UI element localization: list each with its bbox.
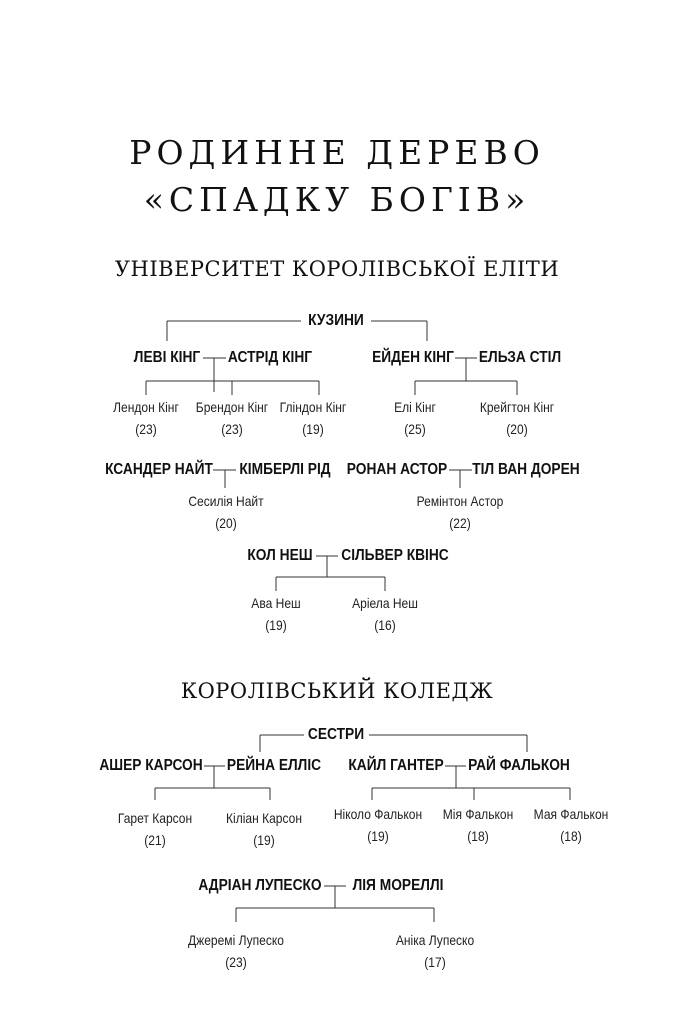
child-name: Брендон Кінг — [195, 399, 269, 415]
child-age: (19) — [253, 832, 275, 848]
child-age: (23) — [221, 421, 243, 437]
partner-name: КСАНДЕР НАЙТ — [105, 461, 213, 478]
child-age: (19) — [302, 421, 324, 437]
child-name: Елі Кінг — [394, 399, 436, 415]
child-name: Аріела Неш — [352, 595, 418, 611]
partner-name: ТІЛ ВАН ДОРЕН — [472, 461, 580, 478]
child-age: (22) — [449, 515, 471, 531]
partner-name: ЛЕВІ КІНГ — [133, 349, 201, 366]
partner-name: КАЙЛ ГАНТЕР — [348, 757, 444, 774]
child-age: (21) — [144, 832, 166, 848]
child-age: (18) — [467, 828, 489, 844]
child-age: (23) — [135, 421, 157, 437]
partner-name: ЛІЯ МОРЕЛЛІ — [352, 877, 444, 894]
partner-name: РАЙ ФАЛЬКОН — [468, 757, 570, 774]
partner-name: АСТРІД КІНГ — [227, 349, 313, 366]
partner-name: РОНАН АСТОР — [346, 461, 448, 478]
child-name: Аніка Лупеско — [395, 932, 475, 948]
relation-label-cousins: КУЗИНИ — [308, 312, 364, 329]
child-name: Лендон Кінг — [113, 399, 179, 415]
partner-name: АДРІАН ЛУПЕСКО — [198, 877, 322, 894]
child-age: (20) — [506, 421, 528, 437]
child-name: Джеремі Лупеско — [188, 932, 284, 948]
section-heading-royal-college: КОРОЛІВСЬКИЙ КОЛЕДЖ — [180, 679, 494, 703]
child-age: (18) — [560, 828, 582, 844]
child-name: Ремінтон Астор — [416, 493, 504, 509]
page-title-line-2: «СПАДКУ БОГІВ» — [143, 180, 531, 219]
child-age: (23) — [225, 954, 247, 970]
partner-name: КОЛ НЕШ — [247, 547, 313, 564]
partner-name: ЕЙДЕН КІНГ — [372, 349, 454, 366]
partner-name: ЕЛЬЗА СТІЛ — [478, 349, 562, 366]
child-name: Крейгтон Кінг — [479, 399, 555, 415]
child-name: Сесилія Найт — [188, 493, 264, 509]
section-heading-elite-university: УНІВЕРСИТЕТ КОРОЛІВСЬКОЇ ЕЛІТИ — [114, 257, 560, 281]
partner-name: СІЛЬВЕР КВІНС — [341, 547, 449, 564]
child-age: (19) — [367, 828, 389, 844]
child-name: Мая Фалькон — [533, 806, 609, 822]
child-name: Ніколо Фалькон — [333, 806, 423, 822]
child-age: (25) — [404, 421, 426, 437]
child-name: Ава Неш — [251, 595, 301, 611]
child-age: (17) — [424, 954, 446, 970]
child-name: Кіліан Карсон — [226, 810, 302, 826]
child-age: (16) — [374, 617, 396, 633]
relation-label-sisters: СЕСТРИ — [307, 726, 365, 743]
child-name: Гарет Карсон — [117, 810, 193, 826]
child-age: (19) — [265, 617, 287, 633]
partner-name: КІМБЕРЛІ РІД — [239, 461, 331, 478]
page-title-line-1: РОДИННЕ ДЕРЕВО — [129, 133, 545, 172]
child-name: Гліндон Кінг — [279, 399, 347, 415]
partner-name: РЕЙНА ЕЛЛІС — [226, 757, 322, 774]
child-age: (20) — [215, 515, 237, 531]
partner-name: АШЕР КАРСОН — [99, 757, 203, 774]
child-name: Мія Фалькон — [442, 806, 514, 822]
